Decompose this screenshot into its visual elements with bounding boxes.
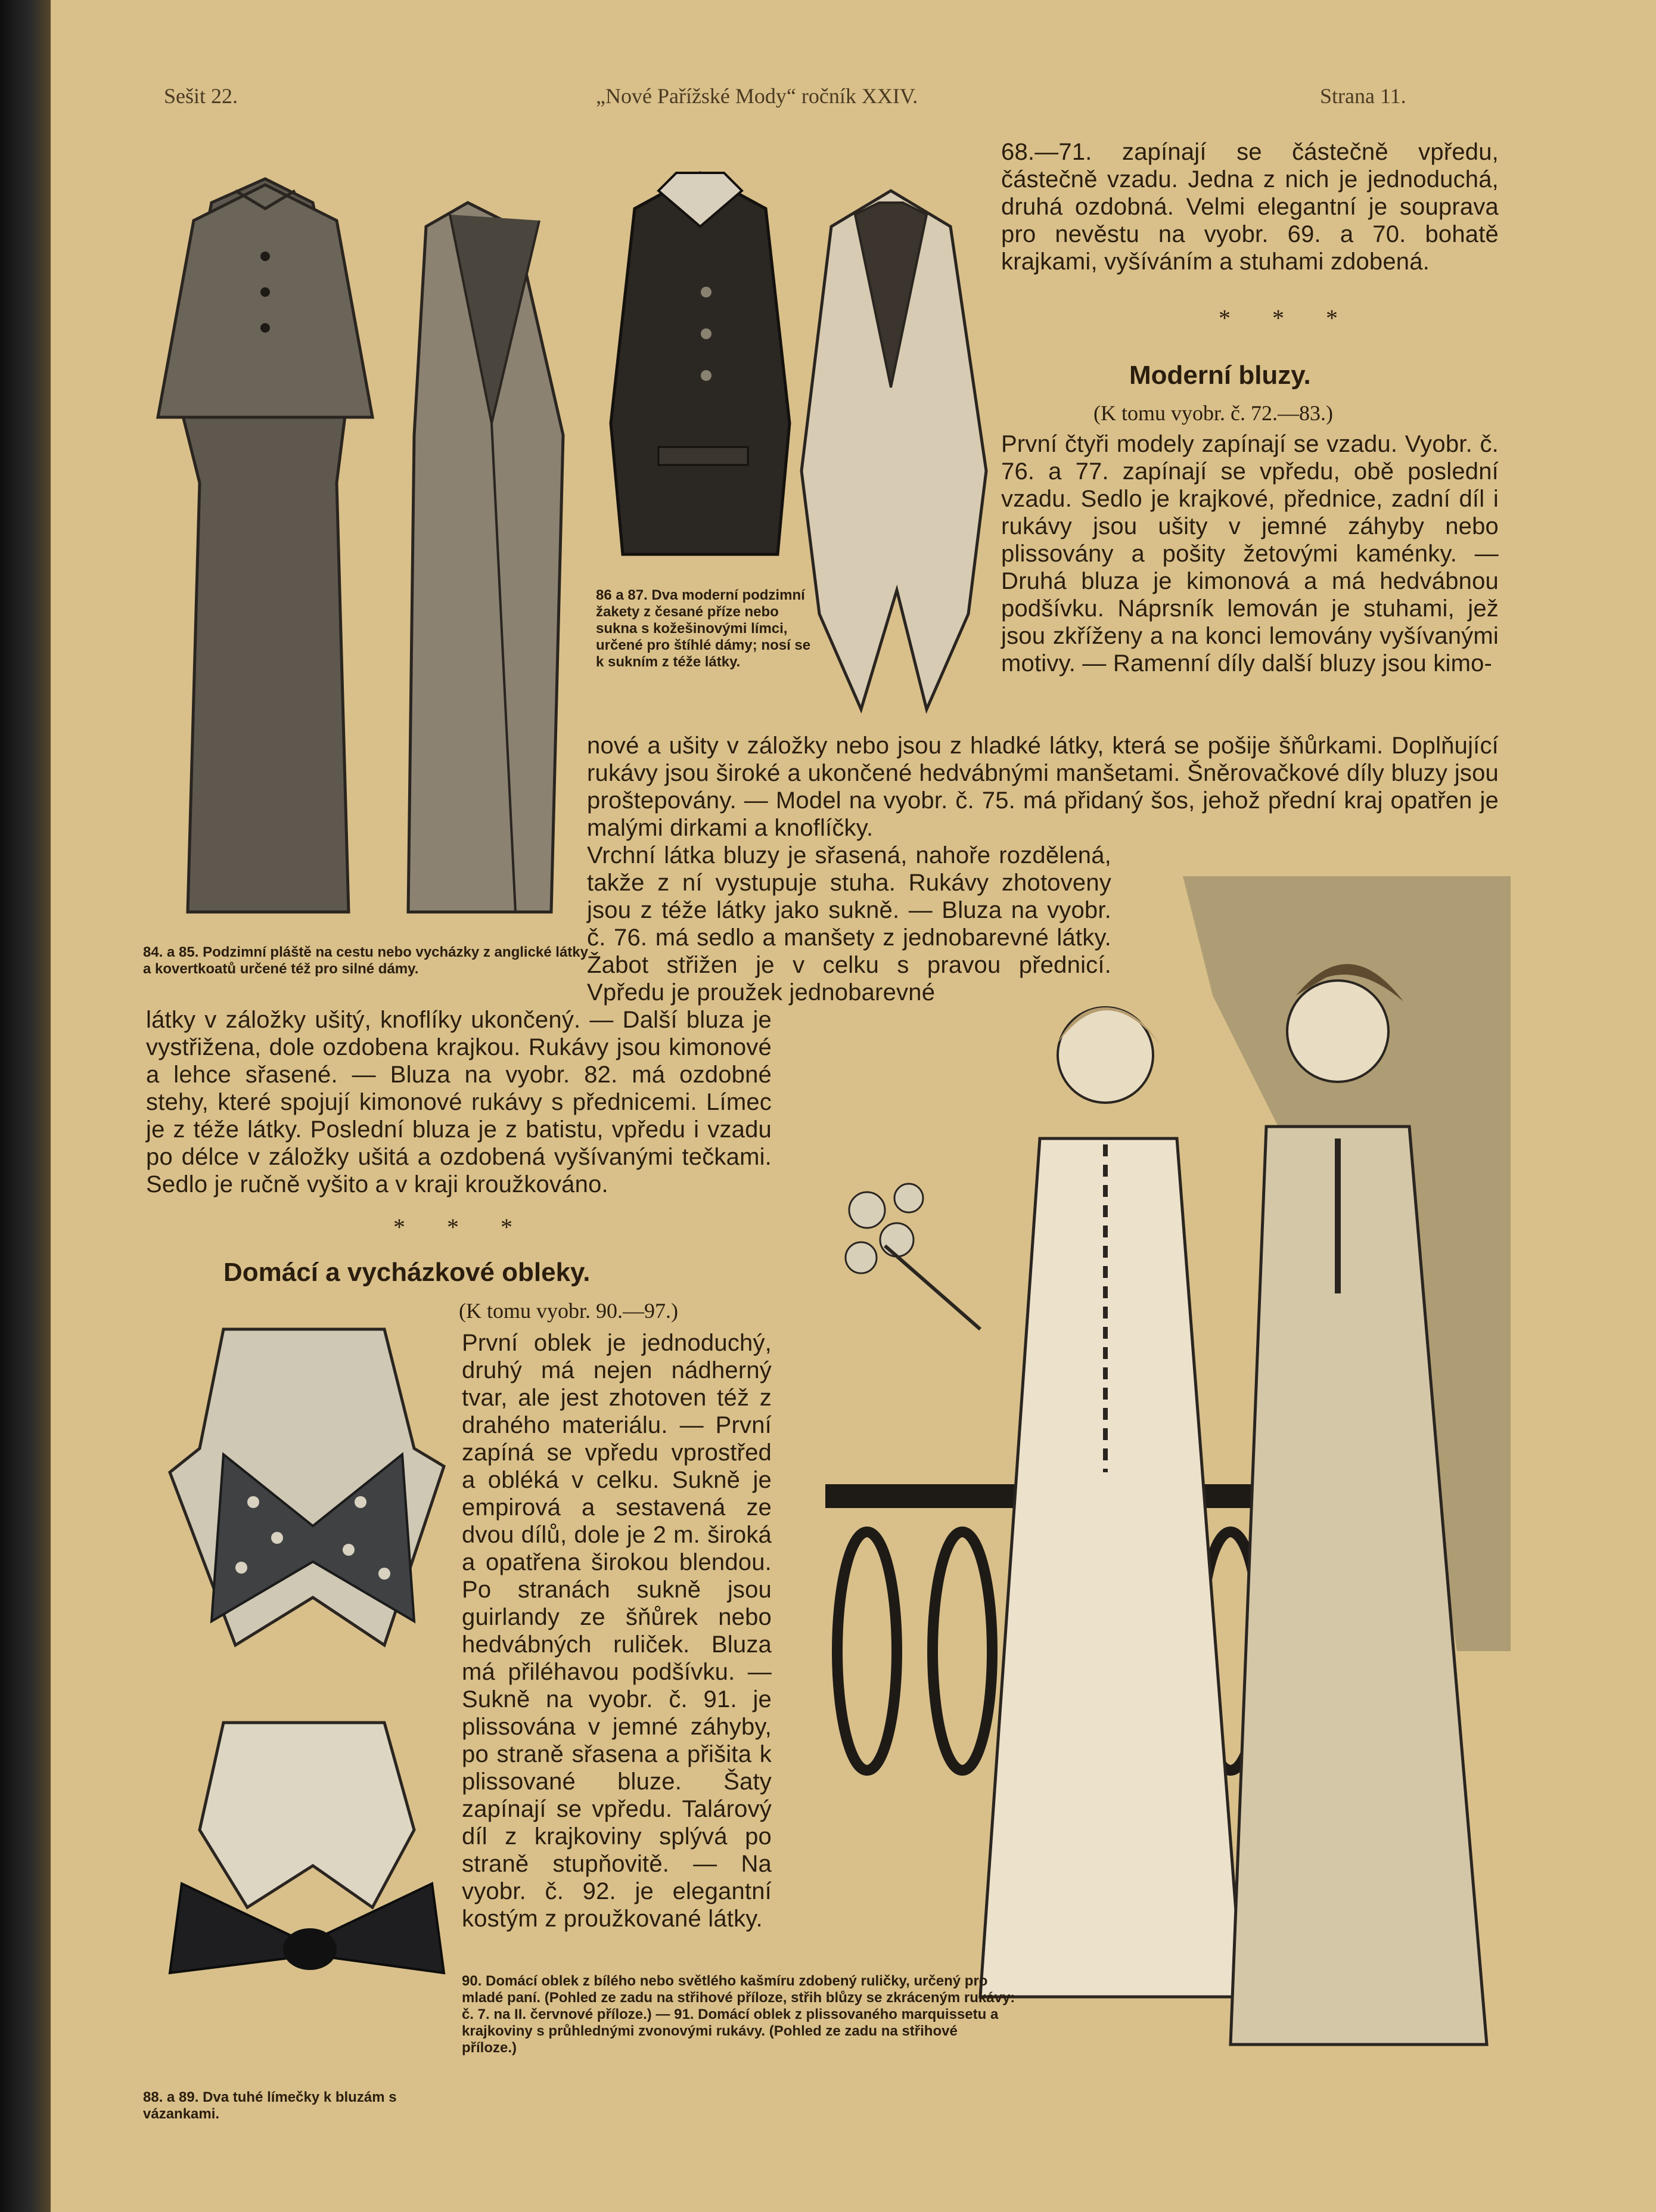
caption-fig-88-89: 88. a 89. Dva tuhé límečky k bluzám s vázankami. (143, 2089, 397, 2122)
caption-fig-90-91: 90. Domácí oblek z bílého nebo světlého kašmíru zdobený ruličky, určený pro mladé paní. (Pohled ze zadu na střihové příloze, střih blůzy se zkráceným rukávy: č. 7. na II. červnové příloze.) — 91. Domácí oblek z plissovaného marquissetu a krajkoviny s průhlednými zvonovými rukávy. (Pohled ze zadu na střihové příloze.) (462, 1973, 1015, 2056)
section-divider-2: * * * (393, 1214, 530, 1240)
obleky-paragraph-1: První oblek je jednoduchý, druhý má nejen nádherný tvar, ale jest zhotoven též z drahého materiálu. — První zapíná se vpředu vprostřed a obléká v celku. Sukně je empirová a sestavená ze dvou dílů, dole je 2 m. široká a opatřena širokou blendou. Po stranách sukně jsou guirlandy ze šňůrek nebo hedvábných ruliček. Bluza má přiléhavou podšívku. — Sukně na vyobr. č. 91. je plissována v jemné záhyby, po straně sřasena a přišita k plissované bluze. Šaty zapínají se vpředu. Talárový díl z krajkoviny splývá po straně stupňovitě. — Na vyobr. č. 92. je elegantní kostým z proužkované látky. (462, 1330, 772, 1932)
section-title-domaci-obleky: Domácí a vycházkové obleky. (223, 1258, 591, 1287)
house-dresses-illustration (825, 876, 1511, 2080)
section-divider-1: * * * (1219, 305, 1356, 331)
bluzy-paragraph-2: nové a ušity v záložky nebo jsou z hladké látky, která se pošije šňůrkami. Doplňující rukávy jsou široké a ukončené hedvábnými manšetami. Šněrovačkové díly bluzy jsou proštepovány. — Model na vyobr. č. 75. má přidaný šos, jehož přední kraj opatřen je malými dirkami a knoflíčky. (587, 733, 1499, 841)
intro-paragraph: 68.—71. zapínají se částečně vpředu, částečně vzadu. Jedna z nich je jednoduchá, druhá ozdobná. Velmi elegantní je souprava pro nevěstu na vyobr. 69. a 70. bohatě krajkami, vyšíváním a stuhami zdobená. (1001, 139, 1499, 275)
magazine-page (51, 0, 1656, 2212)
section-subtitle-moderni-bluzy: (K tomu vyobr. č. 72.—83.) (1093, 401, 1333, 425)
book-spine-shadow (0, 0, 51, 2212)
bluzy-paragraph-4: látky v záložky ušitý, knoflíky ukončený. — Další bluza je vystřižena, dole ozdobena krajkou. Rukávy jsou kimonové a lehce sřasené. — Bluza na vyobr. 82. má ozdobné stehy, které spojují kimonové rukávy s přednicemi. Límec je z téže látky. Poslední bluza je z batistu, vpředu i vzadu po délce v záložky ušitá a ozdobená vyšívanými tečkami. Sedlo je ručně vyšito a v kraji kroužkováno. (146, 1007, 772, 1197)
section-title-moderni-bluzy: Moderní bluzy. (1129, 361, 1311, 390)
header-magazine-title: „Nové Pařížské Mody“ ročník XXIV. (596, 84, 918, 108)
section-subtitle-domaci-obleky: (K tomu vyobr. 90.—97.) (459, 1299, 678, 1323)
header-issue: Sešit 22. (164, 84, 238, 108)
house-dresses-drawing (825, 876, 1511, 2080)
caption-fig-86-87: 86 a 87. Dva moderní podzimní žakety z česané příze nebo sukna s kožešinovými límci, určené pro štíhlé dámy; nosí se k sukním z téže látky. (596, 587, 811, 670)
header-page-number: Strana 11. (1320, 84, 1406, 108)
collars-drawing (134, 1311, 468, 2045)
bluzy-paragraph-3: Vrchní látka bluzy je sřasená, nahoře rozdělená, takže z ní vystupuje stuha. Rukávy zhotoveny jsou z téže látky jako sukně. — Bluza na vyobr. č. 76. má sedlo a manšety z jednobarevné látky. Žabot střižen je v celku s pravou přednicí. Vpředu je proužek jednobarevné (587, 842, 1111, 1006)
collars-illustration (134, 1311, 468, 2045)
bluzy-paragraph-1: První čtyři modely zapínají se vzadu. Vyobr. č. 76. a 77. zapínají se vpředu, obě poslední vzadu. Sedlo je krajkové, přednice, zadní díl i rukávy jsou ušity v jemné záhyby nebo plissovány a pošity žetovými kaménky. — Druhá bluza je kimonová a má hedvábnou podšívku. Náprsník lemován je stuhami, jež jsou zkříženy a na konci lemovány vyšívanými motivy. — Ramenní díly další bluzy jsou kimo- (1001, 431, 1499, 677)
caption-fig-84-85: 84. a 85. Podzimní pláště na cestu nebo vycházky z anglické látky a kovertkoatů určené též pro silné dámy. (143, 944, 588, 977)
